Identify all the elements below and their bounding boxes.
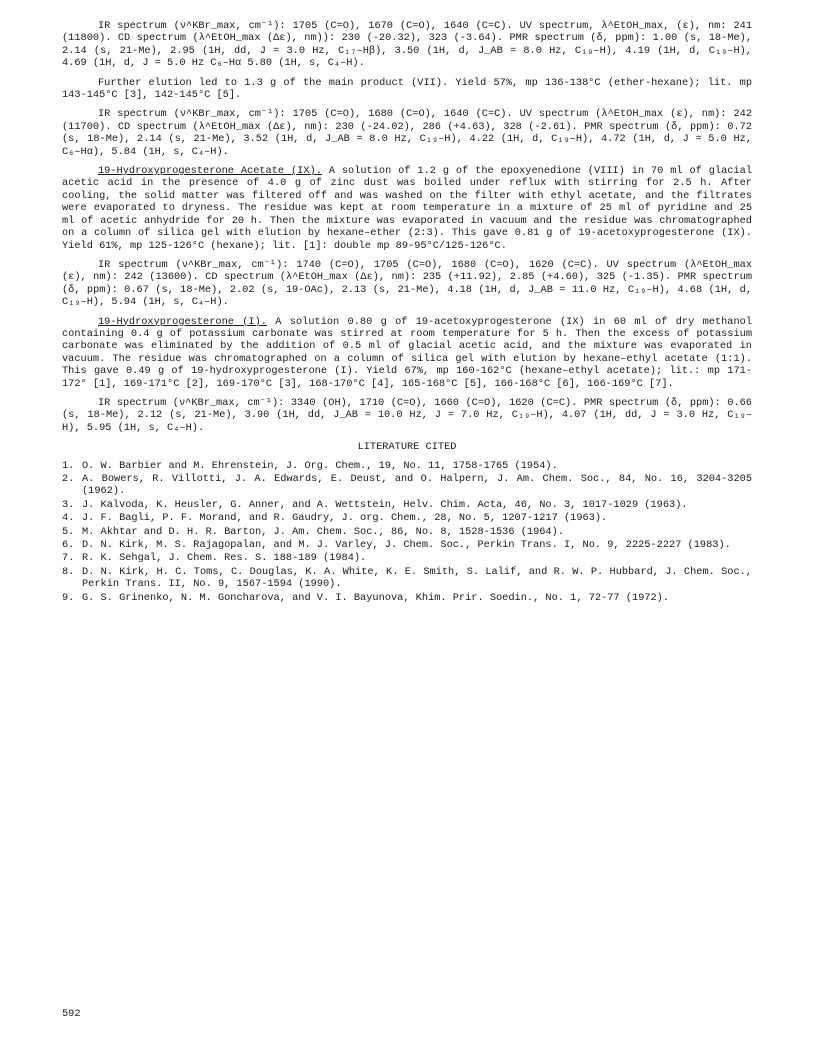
reference-item: 6. D. N. Kirk, M. S. Rajagopalan, and M. J. Varley, J. Chem. Soc., Perkin Trans. I, No. 9, 2225-2227 (1983). — [62, 539, 731, 552]
reference-item: 7. R. K. Sehgal, J. Chem. Res. S. 188-189 (1984). — [62, 552, 367, 565]
page-number: 592 — [62, 1008, 81, 1020]
paragraph-acetate-ix — [62, 165, 752, 252]
section-heading-acetate: 19-Hydroxyprogesterone Acetate (IX). — [98, 165, 322, 178]
reference-item: 8. D. N. Kirk, H. C. Toms, C. Douglas, K. A. White, K. E. Smith, S. Lalif, and R. W. P. Hubbard, J. Chem. Soc., Perkin Trans. II, No. 9, 1567-1594 (1990). — [62, 565, 752, 591]
paragraph-ir-ix: IR spectrum (ν^KBr_max, cm⁻¹): 1740 (C=O), 1705 (C=O), 1680 (C=O), 1620 (C=C). UV spectrum (λ^EtOH_max (ε), nm): 242 (13600). CD spectrum (λ^EtOH_max (Δε), nm): 235 (+11.92), 2.85 (+4.60), 325 (-1.35). PMR spectrum (δ, ppm): 0.67 (s, 18-Me), 2.02 (s, 19-OAc), 2.13 (s, 21-Me), 4.18 (1H, d, J_AB = 11.0 Hz, C₁₉–H), 4.68 (1H, d, C₁₉–H), 5.94 (1H, s, C₄–H). — [62, 258, 752, 309]
reference-list — [62, 460, 752, 604]
reference-item: 9. G. S. Grinenko, N. M. Goncharova, and V. I. Bayunova, Khim. Prir. Soedin., No. 1, 72-77 (1972). — [62, 591, 670, 604]
section-heading-hydroxyprogesterone: 19-Hydroxyprogesterone (I). — [98, 315, 267, 328]
paragraph-ir-i: IR spectrum (ν^KBr_max, cm⁻¹): 3340 (OH), 1710 (C=O), 1660 (C=O), 1620 (C=C). PMR spectrum (δ, ppm): 0.66 (s, 18-Me), 2.12 (s, 21-Me), 3.90 (1H, dd, J_AB = 10.0 Hz, J = 7.0 Hz, C₁₉–H), 4.07 (1H, dd, J = 3.0 Hz, C₁₉–H), 5.95 (1H, s, C₄–H). — [62, 396, 752, 434]
document-page — [62, 20, 752, 605]
literature-title: LITERATURE CITED — [357, 441, 457, 454]
paragraph-hydroxyprogesterone-body: A solution 0.80 g of 19-acetoxyprogesterone (IX) in 60 ml of dry methanol containing 0.4 g of potassium carbonate was stirred at room temperature for 5 h. Then the excess of potassium carbonate was eliminated by the addition of 0.5 ml of glacial acetic acid, and the mixture was evaporated in vacuum. The residue was chromatographed on a column of silica gel with elution by hexane–ethyl acetate (1:1). This gave 0.49 g of 19-hydroxyprogesterone (I). Yield 67%, mp 160-162°C (hexane–ethyl acetate); lit.: mp 171-172° [1], 169-171°C [2], 169-170°C [3], 168-170°C [4], 165-168°C [5], 166-168°C [6], 166-169°C [7]. — [62, 315, 752, 390]
reference-item: 4. J. F. Bagli, P. F. Morand, and R. Gaudry, J. org. Chem., 28, No. 5, 1207-1217 (1963). — [62, 512, 608, 525]
reference-item: 3. J. Kalvoda, K. Heusler, G. Anner, and A. Wettstein, Helv. Chim. Acta, 46, No. 3, 1017-1029 (1963). — [62, 498, 688, 511]
paragraph-elution-vii: Further elution led to 1.3 g of the main product (VII). Yield 57%, mp 136-138°C (ether-hexane); lit. mp 143-145°C [3], 142-145°C [5]. — [62, 76, 752, 102]
paragraph-hydroxyprogesterone-i — [62, 316, 752, 390]
paragraph-acetate-body: A solution of 1.2 g of the epoxyenedione (VIII) in 70 ml of glacial acetic acid in the presence of 4.0 g of zinc dust was boiled under reflux with stirring for 2.5 h. After cooling, the solid matter was filtered off and was washed on the filter with ethyl acetate, and the filtrates were evaporated to dryness. The residue was kept at room temperature in a mixture of 25 ml of pyridine and 25 ml of acetic anhydride for 20 h. Then the mixture was evaporated in vacuum and the residue was chromatographed on a column of silica gel with elution by hexane–ether (2:3). This gave 0.81 g of 19-acetoxyprogesterone (IX). Yield 61%, mp 125-126°C (hexane); lit. [1]: double mp 89-95°C/125-126°C. — [62, 165, 752, 252]
paragraph-ir-vi: IR spectrum (ν^KBr_max, cm⁻¹): 1705 (C=O), 1670 (C=O), 1640 (C=C). UV spectrum, λ^EtOH_max, (ε), nm: 241 (11800). CD spectrum (λ^EtOH_max (Δε), nm)): 230 (-20.32), 323 (-3.64). PMR spectrum (δ, ppm): 1.00 (s, 18-Me), 2.14 (s, 21-Me), 2.95 (1H, dd, J = 3.0 Hz, C₁₇–Hβ), 3.50 (1H, d, J_AB = 8.0 Hz, C₁₉–H), 4.19 (1H, d, C₁₉–H), 4.69 (1H, d, J = 5.0 Hz C₆–Hα 5.80 (1H, s, C₄–H). — [62, 20, 752, 70]
reference-item: 5. M. Akhtar and D. H. R. Barton, J. Am. Chem. Soc., 86, No. 8, 1528-1536 (1964). — [62, 525, 564, 538]
reference-item: 2. A. Bowers, R. Villotti, J. A. Edwards, E. Deust, and O. Halpern, J. Am. Chem. Soc., 84, No. 16, 3204-3205 (1962). — [62, 473, 752, 498]
paragraph-ir-vii: IR spectrum (ν^KBr_max, cm⁻¹): 1705 (C=O), 1680 (C=O), 1640 (C=C). UV spectrum (λ^EtOH_max (ε), nm): 242 (11700). CD spectrum (λ^EtOH_max (Δε), nm): 230 (-24.02), 286 (+4.63), 328 (-2.61). PMR spectrum (δ, ppm): 0.72 (s, 18-Me), 2.14 (s, 21-Me), 3.52 (1H, d, J_AB = 8.0 Hz, C₁₉–H), 4.22 (1H, d, C₁₉–H), 4.72 (1H, d, J = 5.0 Hz, C₆–Hα), 5.84 (1H, s, C₄–H). — [62, 108, 752, 158]
reference-item: 1. O. W. Barbier and M. Ehrenstein, J. Org. Chem., 19, No. 11, 1758-1765 (1954). — [62, 459, 558, 472]
